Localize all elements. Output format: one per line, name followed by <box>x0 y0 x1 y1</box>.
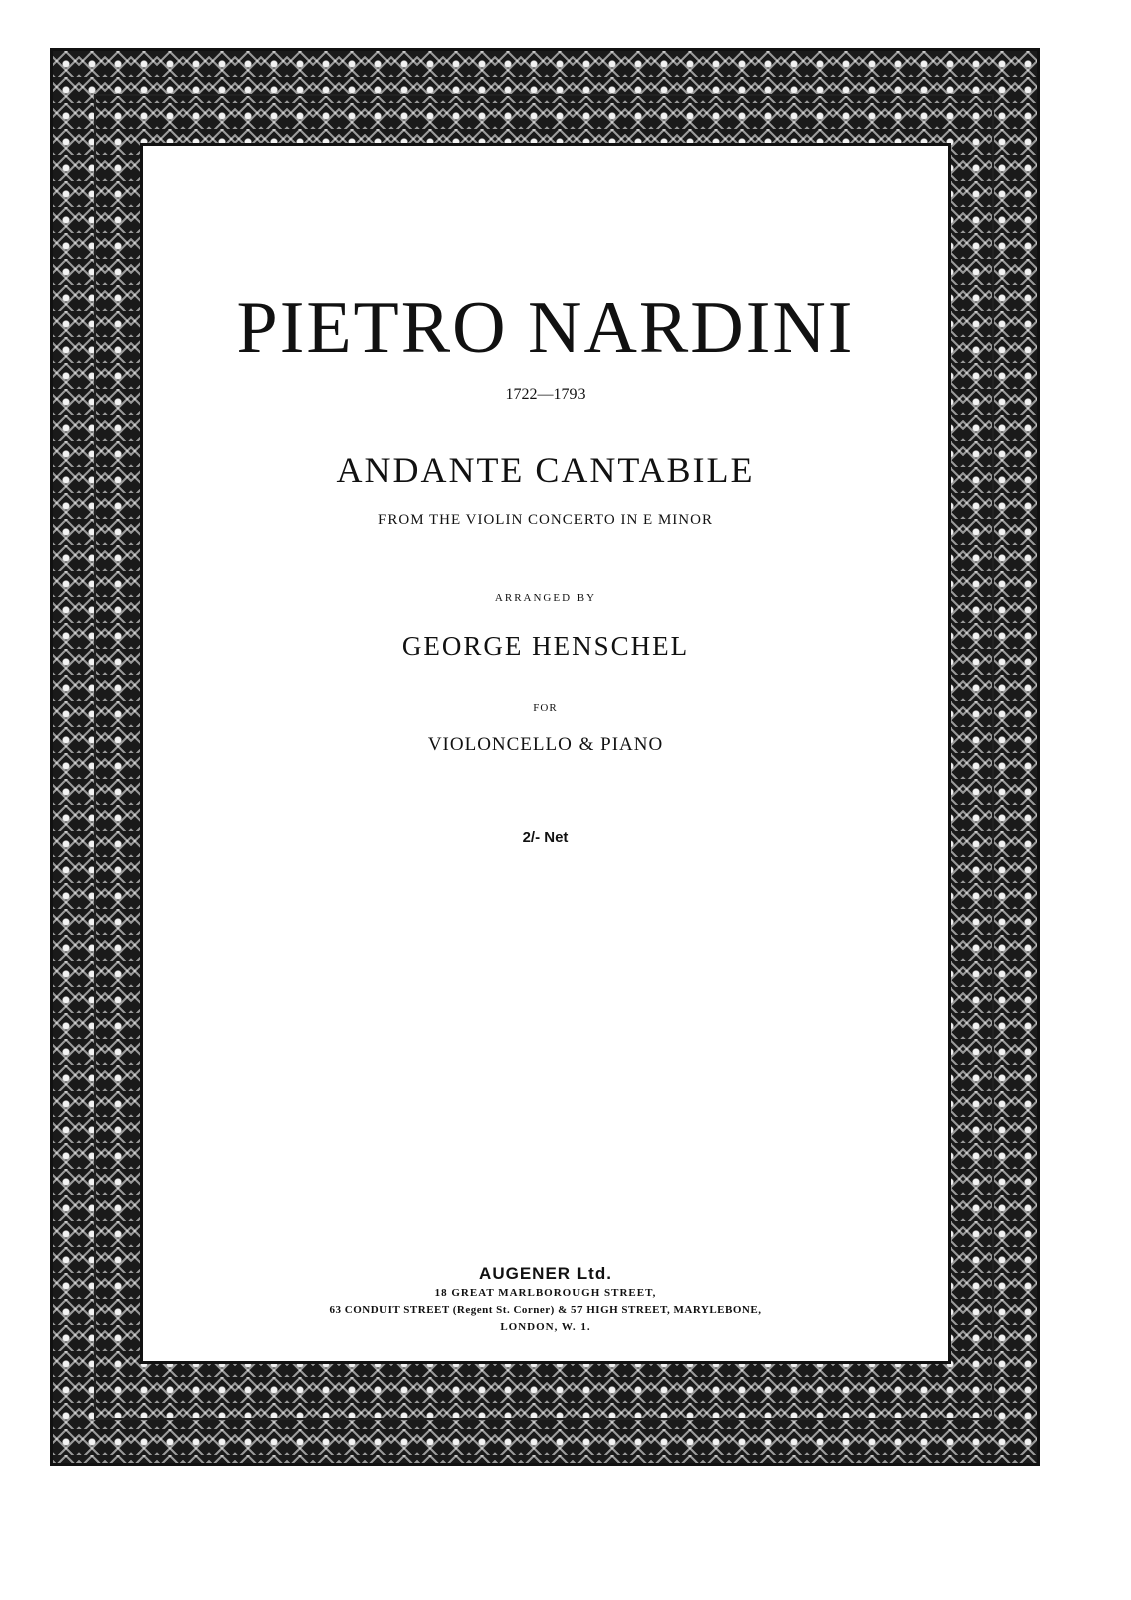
title-panel <box>140 143 951 1364</box>
publisher-name: AUGENER Ltd. <box>479 1264 612 1283</box>
composer-name: PIETRO NARDINI <box>236 287 855 369</box>
work-title: ANDANTE CANTABILE <box>336 450 755 490</box>
publisher-address-line-3: LONDON, W. 1. <box>500 1321 591 1333</box>
arranger-name: GEORGE HENSCHEL <box>401 631 690 661</box>
for-label: FOR <box>533 702 558 714</box>
price: 2/- Net <box>522 829 569 846</box>
publisher-address-line-2: 63 CONDUIT STREET (Regent St. Corner) & 57 HIGH STREET, MARYLEBONE, <box>329 1304 762 1316</box>
publisher-address-line-1: 18 GREAT MARLBOROUGH STREET, <box>434 1287 657 1299</box>
arranged-by-label: ARRANGED BY <box>494 592 597 604</box>
instrumentation: VIOLONCELLO & PIANO <box>427 734 664 755</box>
work-subtitle: FROM THE VIOLIN CONCERTO IN E MINOR <box>378 512 713 528</box>
composer-dates: 1722—1793 <box>505 386 586 403</box>
